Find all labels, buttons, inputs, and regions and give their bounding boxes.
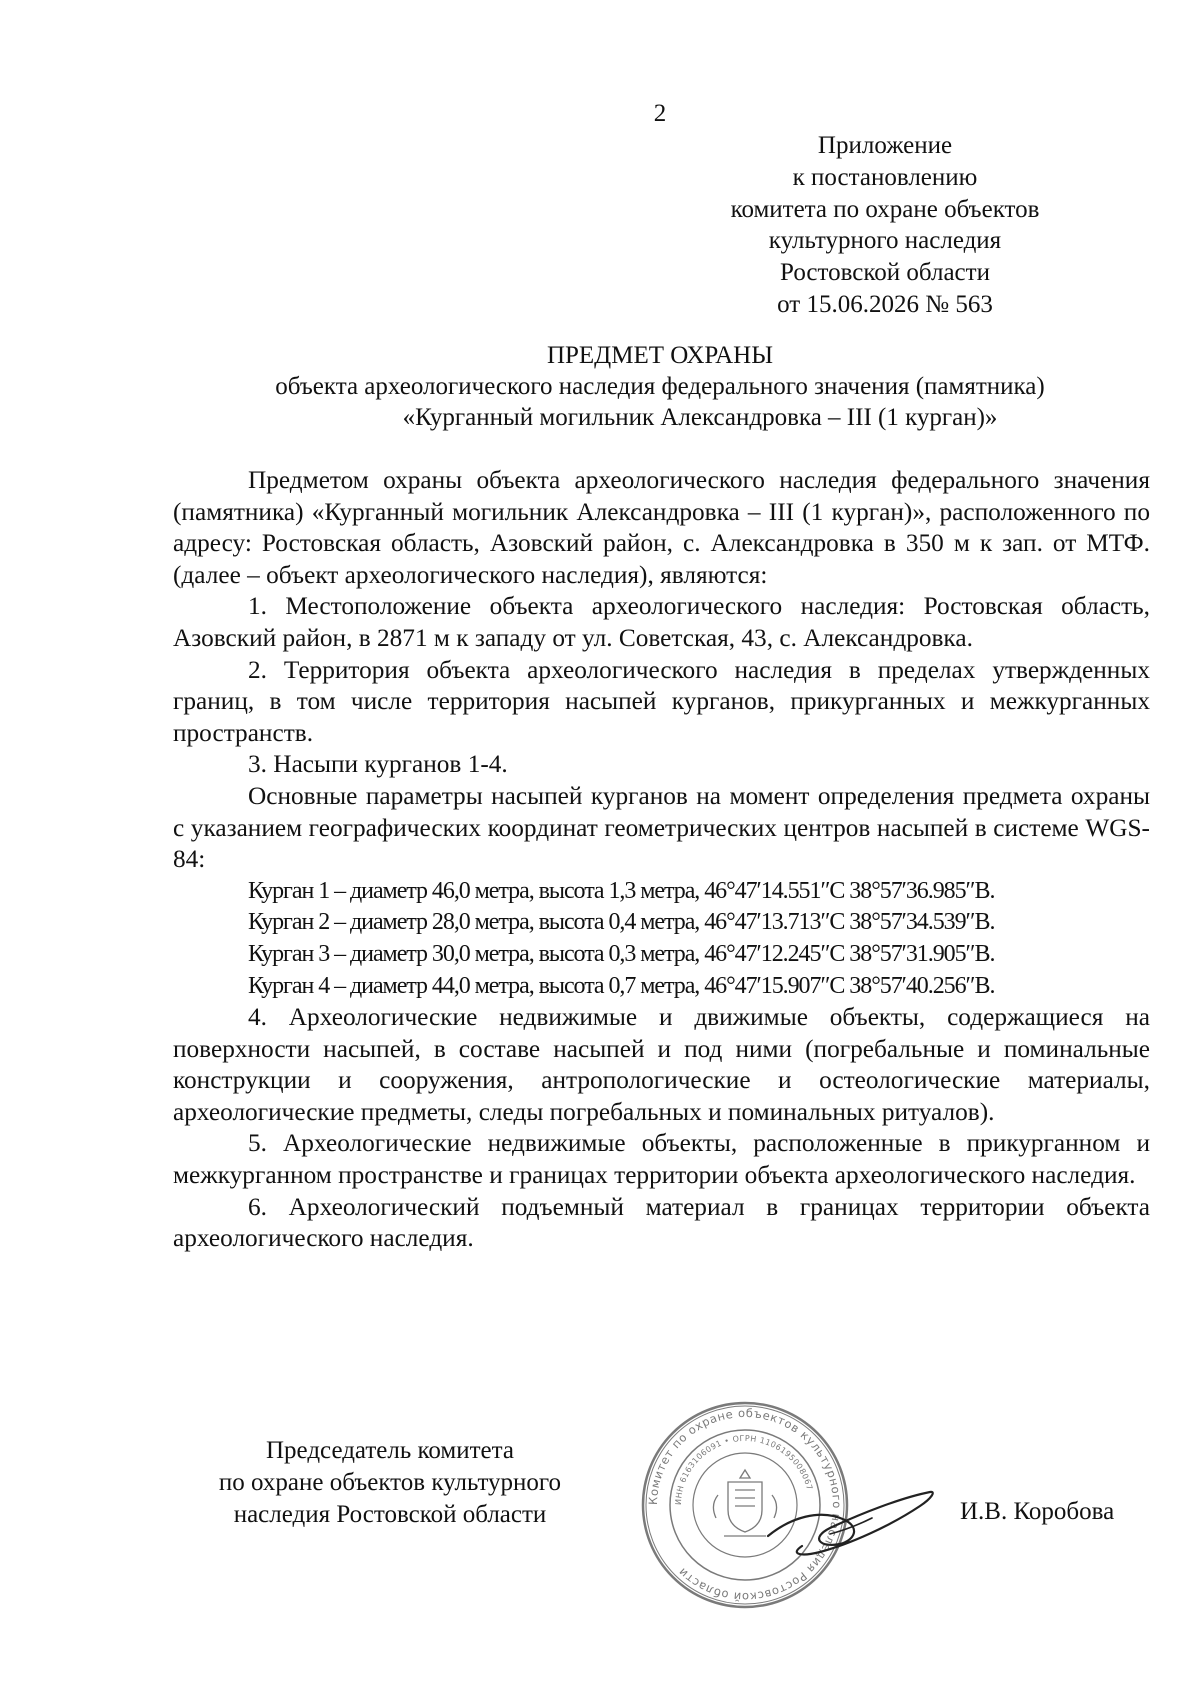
item-mounds: 3. Насыпи курганов 1-4. xyxy=(248,750,508,779)
mound-row: Курган 1 – диаметр 46,0 метра, высота 1,3 метра, 46°47′14.551″С 38°57′36.985″В. xyxy=(248,877,995,904)
mound-row: Курган 4 – диаметр 44,0 метра, высота 0,7 метра, 46°47′15.907″С 38°57′40.256″В. xyxy=(248,972,995,999)
appendix-header xyxy=(690,130,1080,321)
object-name: «Курганный могильник Александровка – III (1 курган)» xyxy=(402,404,998,431)
params-intro-paragraph: Основные параметры насыпей курганов на момент определения предмета охраны с указанием географических координат геометрических центров насыпей в системе WGS-84: xyxy=(173,781,1150,874)
position-line: по охране объектов культурного xyxy=(218,1468,562,1496)
item-territory: 2. Территория объекта археологического наследия в пределах утвержденных границ, в том числе территория насыпей курганов, прикурганных и межкурганных пространств. xyxy=(173,655,1150,747)
document-title-block xyxy=(200,340,1120,433)
item-archaeological-objects: 4. Археологические недвижимые и движимые объекты, содержащиеся на поверхности насыпей, в составе насыпей и под ними (погребальные и поминальные конструкции и сооружения, антропологические и остеологические материалы, археологические предметы, следы погребальных и поминальных ритуалов). xyxy=(173,1003,1150,1126)
position-line: Председатель комитета xyxy=(266,1437,514,1464)
handwritten-signature xyxy=(760,1478,940,1568)
intro-paragraph: Предметом охраны объекта археологического наследия федерального значения (памятника) «Курганный могильник Александровка – III (1 курган)», расположенного по адресу: Ростовская область, Азовский район, с. Александровка в 350 м к зап. от МТФ. (далее – объект археологического наследия), являются: xyxy=(173,466,1150,589)
signer-name: И.В. Коробова xyxy=(960,1498,1115,1525)
position-line: наследия Ростовской области xyxy=(233,1500,547,1528)
appendix-date-number: от 15.06.2026 № 563 xyxy=(777,290,993,318)
stamp-outer-text: Комитет по охране объектов культурного наследия Ростовской области xyxy=(645,1405,845,1605)
item-surface-material: 6. Археологический подъемный материал в границах территории объекта археологического наследия. xyxy=(173,1192,1150,1253)
signatory-position xyxy=(170,1435,610,1530)
appendix-line: Ростовской области xyxy=(780,259,990,287)
mound-row: Курган 3 – диаметр 30,0 метра, высота 0,3 метра, 46°47′12.245″С 38°57′31.905″В. xyxy=(248,940,995,967)
page-number: 2 xyxy=(653,100,667,127)
document-subtitle: объекта археологического наследия федерального значения (памятника) xyxy=(275,373,1045,400)
appendix-line: культурного наследия xyxy=(768,227,1002,255)
item-immovable-objects: 5. Археологические недвижимые объекты, расположенные в прикурганном и межкурганном пространстве и границах территории объекта археологического наследия. xyxy=(173,1129,1150,1190)
item-location: 1. Местоположение объекта археологического наследия: Ростовская область, Азовский район, в 2871 м к западу от ул. Советская, 43, с. Александровка. xyxy=(173,592,1150,652)
document-title: ПРЕДМЕТ ОХРАНЫ xyxy=(546,342,774,369)
appendix-line: комитета по охране объектов xyxy=(730,195,1040,223)
appendix-line: Приложение xyxy=(817,132,953,159)
document-body xyxy=(173,465,1150,1255)
mound-row: Курган 2 – диаметр 28,0 метра, высота 0,4 метра, 46°47′13.713″С 38°57′34.539″В. xyxy=(248,909,995,936)
stamp-inner-text: ИНН 6163106091 • ОГРН 1106195008067 xyxy=(673,1433,815,1506)
appendix-line: к постановлению xyxy=(792,163,978,191)
